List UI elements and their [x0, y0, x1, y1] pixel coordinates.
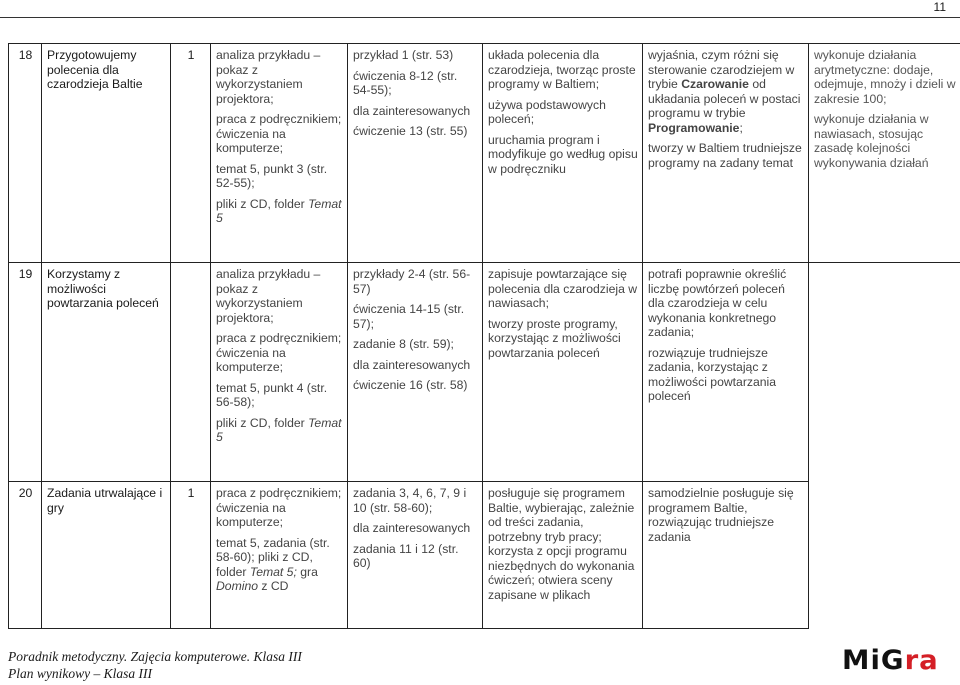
exercise-item: przykłady 2-4 (str. 56-57): [353, 267, 471, 296]
content-item: zapisuje powtarzające się polecenia dla czarodzieja w nawiasach;: [488, 267, 638, 310]
exercise-item: zadania 3, 4, 6, 7, 9 i 10 (str. 58-60);: [353, 486, 467, 515]
skills-cell: [643, 482, 809, 629]
extra-cell: [809, 263, 960, 482]
skills-item: tworzy w Baltiem trudniejsze programy na zadany temat: [648, 141, 802, 170]
lesson-hours: 1: [171, 482, 211, 629]
skills-item: samodzielnie posługuje się programem Baltie, rozwiązując trudniejsze zadania: [648, 486, 794, 544]
exercise-item: ćwiczenia 8-12 (str. 54-55);: [353, 68, 458, 97]
exercise-item: dla zainteresowanych: [353, 521, 471, 535]
footer: [8, 648, 302, 682]
materials-files: pliki z CD, folder Temat 5: [216, 196, 342, 225]
lesson-hours: 1: [171, 44, 211, 263]
exercise-item: ćwiczenie 16 (str. 58): [353, 378, 468, 392]
content-cell: [483, 263, 643, 482]
exercise-item: ćwiczenia 14-15 (str. 57);: [353, 302, 465, 331]
table-row: [9, 482, 960, 629]
footer-subtitle: Plan wynikowy – Klasa III: [8, 666, 152, 681]
exercise-item: dla zainteresowanych: [353, 103, 471, 118]
extra-item: wykonuje działania arytmetyczne: dodaje, odejmuje, mnoży i dzieli w zakresie 100;: [814, 48, 956, 106]
lesson-number: 20: [9, 482, 42, 629]
table-row: [9, 44, 960, 263]
extra-item: wykonuje działania w nawiasach, stosując zasadę kolejności wykonywania działań: [814, 112, 929, 170]
lesson-topic: Zadania utrwalające i gry: [42, 482, 171, 629]
exercise-item: przykład 1 (str. 53): [353, 48, 454, 62]
lesson-hours: [171, 263, 211, 482]
content-cell: [483, 44, 643, 263]
materials-files: pliki z CD, folder Temat 5: [216, 415, 342, 444]
extra-cell: [809, 44, 960, 263]
materials-item: praca z podręcznikiem; ćwiczenia na komputerze;: [216, 112, 342, 155]
footer-title: Poradnik metodyczny. Zajęcia komputerowe. Klasa III: [8, 649, 302, 664]
materials-item: praca z podręcznikiem; ćwiczenia na komputerze;: [216, 331, 342, 374]
exercise-item: zadania 11 i 12 (str. 60): [353, 541, 459, 570]
materials-item: temat 5, punkt 4 (str. 56-58);: [216, 380, 328, 409]
exercises-cell: [348, 44, 483, 263]
exercise-item: dla zainteresowanych: [353, 357, 471, 372]
folder-name: Temat 5: [216, 196, 342, 225]
materials-cell: [211, 44, 348, 263]
materials-item: temat 5, punkt 3 (str. 52-55);: [216, 161, 328, 190]
materials-item: analiza przykładu – pokaz z wykorzystaniem projektora;: [216, 267, 321, 325]
lesson-plan-table: [8, 43, 960, 629]
lesson-number: 19: [9, 263, 42, 482]
content-item: uruchamia program i modyfikuje go według opisu w podręczniku: [488, 132, 638, 176]
materials-item: temat 5, zadania (str. 58-60); pliki z CD, folder Temat 5; gra Domino z CD: [216, 535, 330, 593]
materials-item: analiza przykładu – pokaz z wykorzystaniem projektora;: [216, 48, 321, 106]
skills-cell: [643, 44, 809, 263]
lesson-number: 18: [9, 44, 42, 263]
content-item: posługuje się programem Baltie, wybierając, zależnie od treści zadania, potrzebny tryb pracy; korzysta z opcji programu niezbędnych do wykonania ćwiczeń; otwiera sceny zapisane w plikach: [488, 486, 635, 602]
exercises-cell: [348, 263, 483, 482]
skills-cell: [643, 263, 809, 482]
exercise-item: zadanie 8 (str. 59);: [353, 337, 454, 351]
page-number: 11: [933, 0, 946, 14]
lesson-topic: Przygotowujemy polecenia dla czarodzieja Baltie: [42, 44, 171, 263]
materials-item: praca z podręcznikiem; ćwiczenia na komputerze;: [216, 486, 342, 529]
content-item: tworzy proste programy, korzystając z możliwości powtarzania poleceń: [488, 316, 621, 360]
lesson-topic: Korzystamy z możliwości powtarzania poleceń: [42, 263, 171, 482]
content-cell: [483, 482, 643, 629]
extra-cell: [809, 482, 960, 629]
skills-item: rozwiązuje trudniejsze zadania, korzystając z możliwości powtarzania poleceń: [648, 345, 777, 403]
table-row: [9, 263, 960, 482]
skills-item: potrafi poprawnie określić liczbę powtórzeń poleceń dla czarodzieja w celu wykonania konkretnego zadania;: [648, 267, 787, 339]
content-item: układa polecenia dla czarodzieja, tworząc proste programy w Baltiem;: [488, 48, 636, 91]
skills-item: wyjaśnia, czym różni się sterowanie czarodziejem w trybie Czarowanie od układania poleceń w postaci programu w trybie Programowanie;: [648, 48, 801, 135]
header-rule: [0, 17, 960, 18]
materials-cell: [211, 263, 348, 482]
content-item: używa podstawowych poleceń;: [488, 97, 606, 126]
exercise-item: ćwiczenie 13 (str. 55): [353, 124, 468, 138]
migra-logo: MiGra: [842, 645, 939, 676]
exercises-cell: [348, 482, 483, 629]
materials-cell: [211, 482, 348, 629]
folder-name: Temat 5: [216, 415, 342, 444]
